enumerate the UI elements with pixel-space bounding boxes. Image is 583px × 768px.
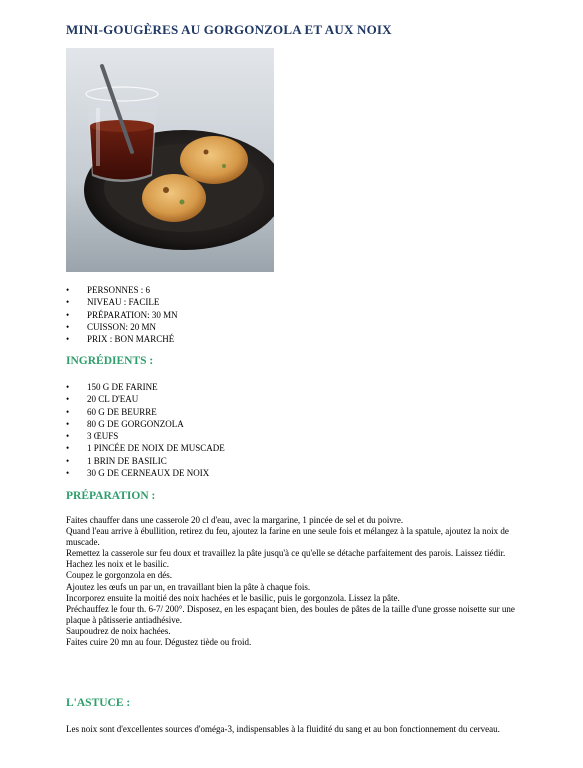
tip-text: Les noix sont d'excellentes sources d'oméga-3, indispensables à la fluidité du sang et au bon fonctionnement du cerveau. <box>66 724 500 734</box>
preparation-step: Hachez les noix et le basilic. <box>66 559 169 570</box>
preparation-step: Saupoudrez de noix hachées. <box>66 625 171 636</box>
list-item: • PRÉPARATION: 30 MN <box>66 309 178 321</box>
preparation-step: Faites chauffer dans une casserole 20 cl d'eau, avec la margarine, 1 pincée de sel et du poivre. <box>66 515 404 525</box>
list-item: • 30 G DE CERNEAUX DE NOIX <box>66 467 225 479</box>
recipe-photo <box>66 48 274 272</box>
preparation-steps <box>66 515 526 648</box>
list-item: • 1 BRIN DE BASILIC <box>66 455 225 467</box>
preparation-step: Ajoutez les œufs un par un, en travaillant bien la pâte à chaque fois. <box>66 581 311 592</box>
list-item: • 1 PINCÉE DE NOIX DE MUSCADE <box>66 442 225 454</box>
list-item: • PRIX : BON MARCHÉ <box>66 333 178 345</box>
list-item: • NIVEAU : FACILE <box>66 296 178 308</box>
preparation-heading: PRÉPARATION : <box>66 490 156 502</box>
list-item: • 80 G DE GORGONZOLA <box>66 418 225 430</box>
preparation-step: Quand l'eau arrive à ébullition, retirez du feu, ajoutez la farine en une seule fois et mélangez à la spatule, ajoutez la noix de muscade. <box>66 526 509 548</box>
recipe-info-list <box>66 284 178 345</box>
ingredients-list <box>66 381 225 479</box>
list-item: • PERSONNES : 6 <box>66 284 178 296</box>
list-item: • 20 CL D'EAU <box>66 393 225 405</box>
preparation-step: Faites cuire 20 mn au four. Dégustez tiède ou froid. <box>66 637 252 648</box>
list-item: • 3 ŒUFS <box>66 430 225 442</box>
list-item: • 150 G DE FARINE <box>66 381 225 393</box>
tip-heading: L'ASTUCE : <box>66 697 131 709</box>
list-item: • CUISSON: 20 MN <box>66 321 178 333</box>
preparation-step: Remettez la casserole sur feu doux et travaillez la pâte jusqu'à ce qu'elle se détache parfaitement des parois. Laissez tiédir. <box>66 548 506 559</box>
preparation-step: Incorporez ensuite la moitié des noix hachées et le basilic, puis le gorgonzola. Lissez la pâte. <box>66 592 400 603</box>
preparation-step: Préchauffez le four th. 6-7/ 200°. Disposez, en les espaçant bien, des boules de pâtes de la taille d'une grosse noisette sur une plaque à pâtisserie antiadhésive. <box>66 603 515 625</box>
preparation-step: Coupez le gorgonzola en dés. <box>66 570 173 581</box>
list-item: • 60 G DE BEURRE <box>66 406 225 418</box>
ingredients-heading: INGRÉDIENTS : <box>66 355 154 367</box>
recipe-title: MINI-GOUGÈRES AU GORGONZOLA ET AUX NOIX <box>66 22 392 37</box>
